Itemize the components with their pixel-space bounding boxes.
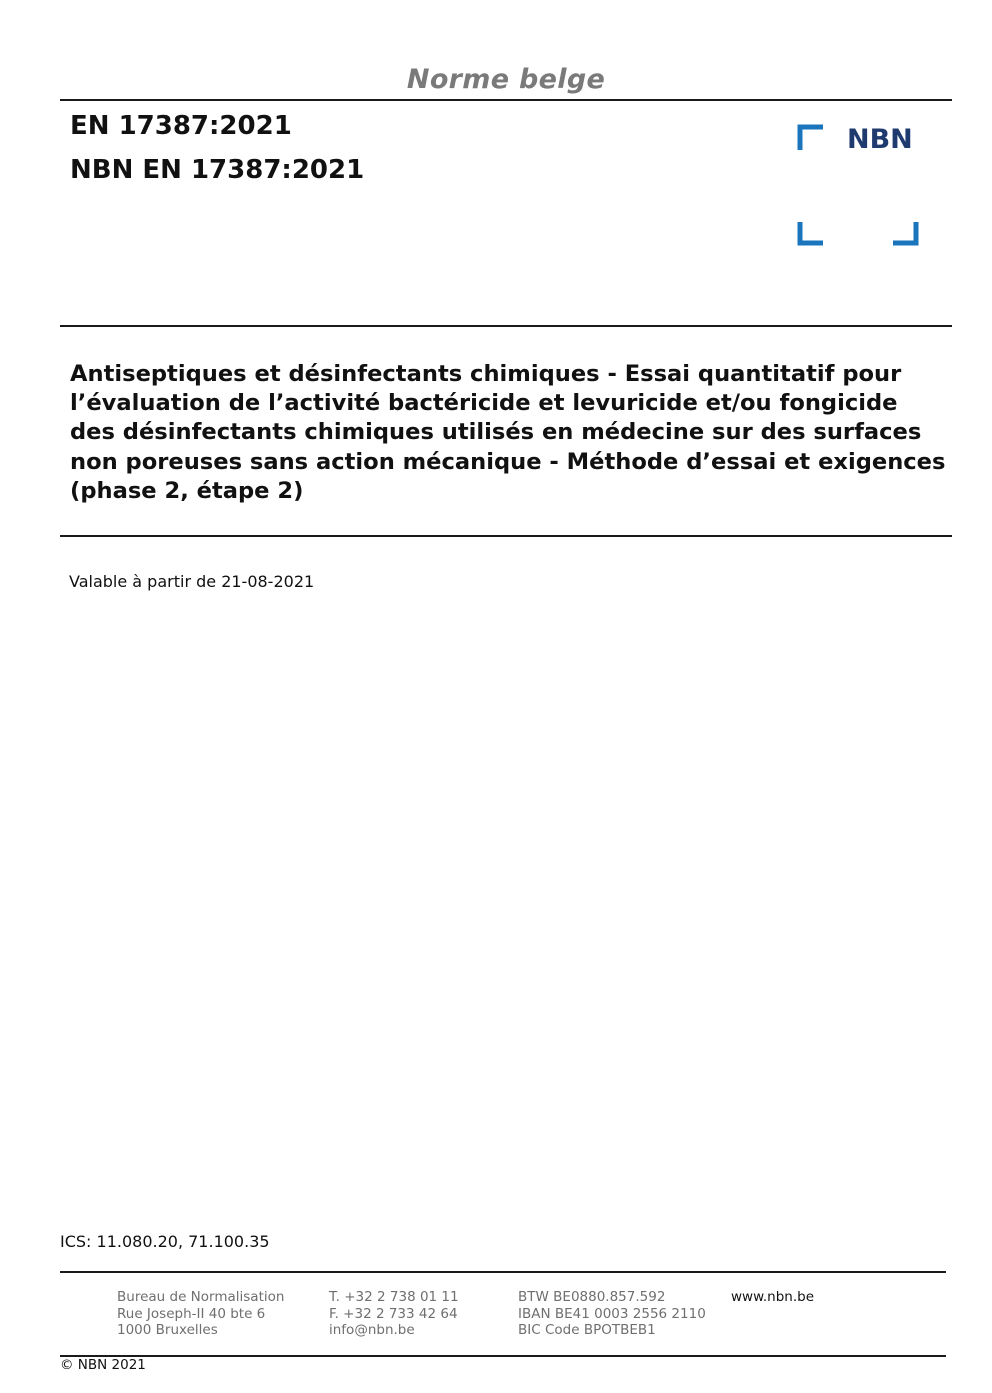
iban-number: IBAN BE41 0003 2556 2110 xyxy=(518,1305,706,1322)
logo-corner-bottom-right xyxy=(893,222,916,243)
vat-number: BTW BE0880.857.592 xyxy=(518,1289,666,1305)
phone-number: T. +32 2 738 01 11 xyxy=(329,1289,459,1305)
footer-contact xyxy=(329,1289,459,1339)
website-link[interactable]: www.nbn.be xyxy=(731,1289,815,1305)
footer-address xyxy=(117,1289,284,1339)
standard-number-nbn: NBN EN 17387:2021 xyxy=(70,155,365,185)
logo-corner-bottom-left xyxy=(800,222,823,243)
document-type-heading: Norme belge xyxy=(406,64,606,95)
logo-text: NBN xyxy=(847,124,913,155)
validity-date: Valable à partir de 21-08-2021 xyxy=(69,572,315,591)
copyright-notice: © NBN 2021 xyxy=(60,1357,146,1373)
address-line: Bureau de Normalisation xyxy=(117,1289,285,1305)
logo-corner-top-left xyxy=(800,127,823,150)
bic-code: BIC Code BPOTBEB1 xyxy=(518,1322,656,1339)
top-divider xyxy=(60,99,952,101)
document-title: Antiseptiques et désinfectants chimiques - Essai quantitatif pour l’évaluation de l’activité bactéricide et levuricide et/ou fongicide des désinfectants chimiques utilisés en médecine sur des surfaces non poreuses sans action mécanique - Méthode d’essai et exigences (phase 2, étape 2) xyxy=(70,361,946,504)
title-top-divider xyxy=(60,325,952,327)
nbn-logo xyxy=(795,122,923,250)
footer-top-divider xyxy=(60,1271,946,1273)
title-bottom-divider xyxy=(60,535,952,537)
address-line: 1000 Bruxelles xyxy=(117,1322,218,1339)
ics-codes: ICS: 11.080.20, 71.100.35 xyxy=(60,1232,270,1251)
footer-bottom-divider xyxy=(60,1355,946,1357)
fax-number: F. +32 2 733 42 64 xyxy=(329,1305,458,1322)
footer-bank xyxy=(518,1289,706,1339)
address-line: Rue Joseph-II 40 bte 6 xyxy=(117,1305,266,1322)
email-address: info@nbn.be xyxy=(329,1322,415,1339)
standard-number-en: EN 17387:2021 xyxy=(70,111,292,141)
